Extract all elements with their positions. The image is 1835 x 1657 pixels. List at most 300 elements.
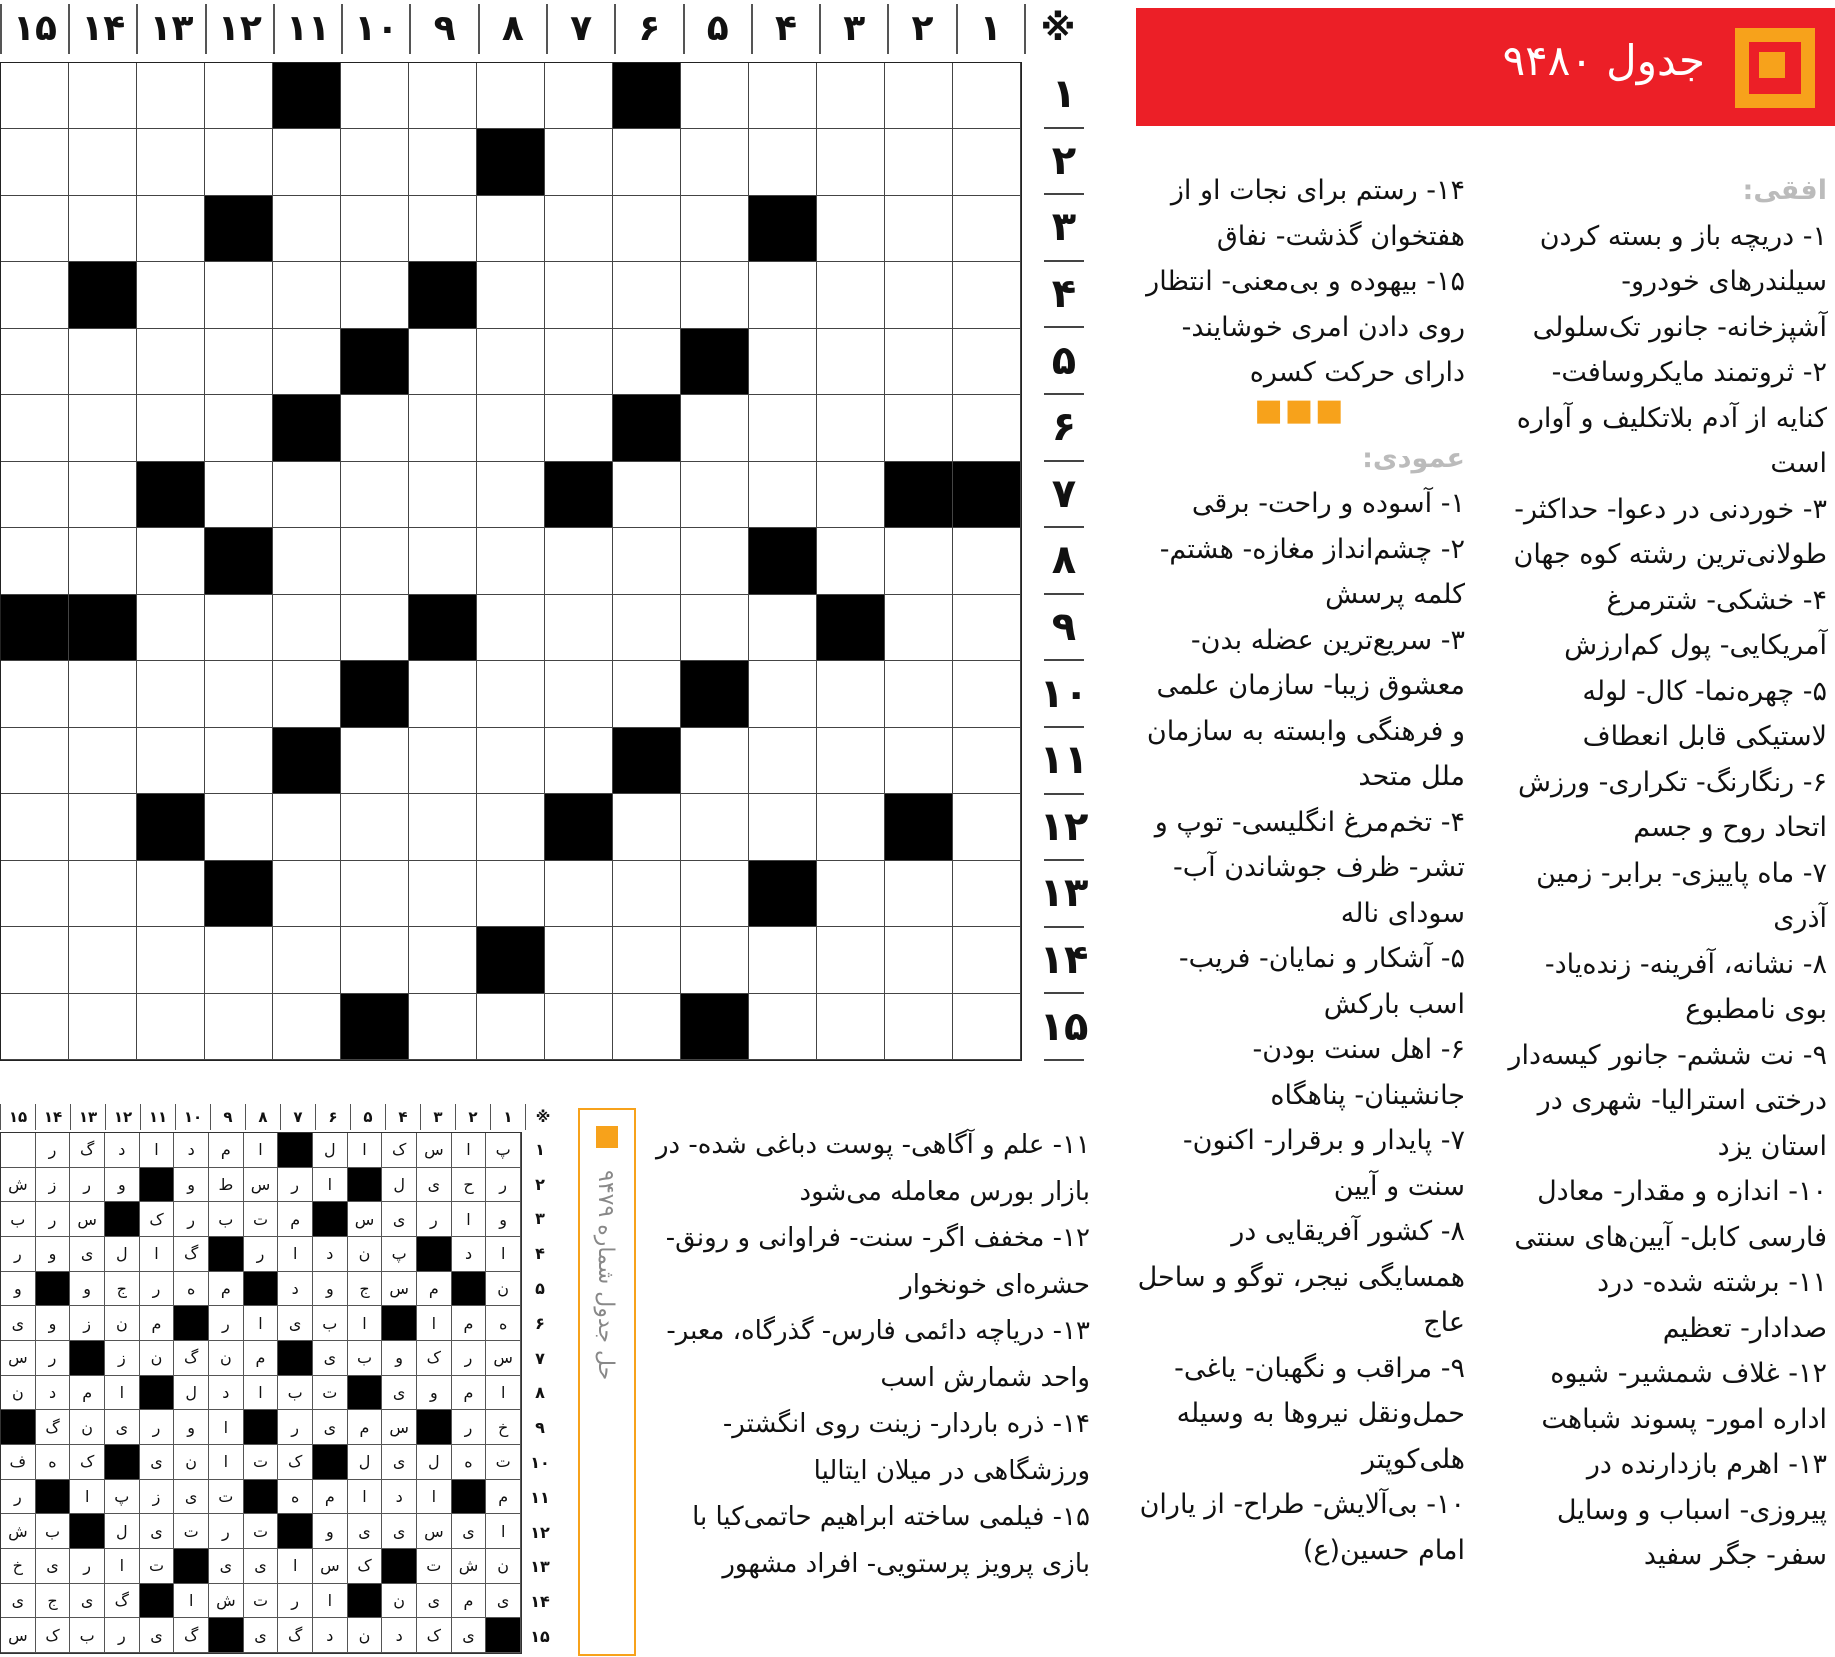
grid-cell[interactable] [749, 728, 817, 794]
grid-cell[interactable] [613, 196, 681, 262]
grid-cell[interactable] [613, 329, 681, 395]
row-number: ۱۰ [1044, 661, 1084, 728]
grid-cell[interactable] [273, 595, 341, 661]
grid-cell[interactable] [341, 262, 409, 328]
solution-cell: و [174, 1168, 209, 1203]
solution-cell: ه [486, 1306, 521, 1341]
vertical-clue: ۱- آسوده و راحت- برقی [1191, 488, 1465, 519]
solution-cell: ب [278, 1376, 313, 1411]
black-cell [273, 63, 341, 129]
grid-cell[interactable] [341, 196, 409, 262]
grid-cell[interactable] [137, 528, 205, 594]
grid-cell[interactable] [613, 861, 681, 927]
grid-cell[interactable] [545, 861, 613, 927]
grid-cell[interactable] [749, 794, 817, 860]
column-number: ۷ [546, 4, 614, 54]
grid-cell[interactable] [885, 994, 953, 1060]
grid-cell[interactable] [681, 794, 749, 860]
grid-cell[interactable] [613, 262, 681, 328]
grid-cell[interactable] [409, 395, 477, 461]
grid-cell[interactable] [1, 794, 69, 860]
solution-cell: ل [105, 1237, 140, 1272]
grid-cell[interactable] [953, 728, 1021, 794]
column-number: ۵ [683, 4, 751, 54]
grid-cell[interactable] [477, 462, 545, 528]
grid-cell[interactable] [681, 861, 749, 927]
grid-cell[interactable] [681, 262, 749, 328]
grid-cell[interactable] [885, 528, 953, 594]
grid-cell[interactable] [681, 395, 749, 461]
solution-cell: ی [105, 1410, 140, 1445]
grid-cell[interactable] [69, 395, 137, 461]
grid-column-numbers [0, 4, 1090, 54]
grid-cell[interactable] [885, 129, 953, 195]
grid-cell[interactable] [817, 661, 885, 727]
solution-cell: ا [105, 1376, 140, 1411]
grid-cell[interactable] [749, 329, 817, 395]
black-cell [137, 794, 205, 860]
grid-cell[interactable] [817, 794, 885, 860]
grid-cell[interactable] [953, 861, 1021, 927]
row-number: ۱ [1044, 62, 1084, 129]
grid-cell[interactable] [409, 661, 477, 727]
grid-cell[interactable] [953, 661, 1021, 727]
grid-cell[interactable] [273, 994, 341, 1060]
solution-black-cell [417, 1237, 452, 1272]
grid-cell[interactable] [749, 994, 817, 1060]
black-cell [749, 861, 817, 927]
grid-cell[interactable] [341, 861, 409, 927]
black-cell [137, 462, 205, 528]
black-cell [1, 595, 69, 661]
black-cell [613, 63, 681, 129]
black-cell [749, 196, 817, 262]
solution-black-cell [452, 1272, 487, 1307]
grid-cell[interactable] [69, 728, 137, 794]
solution-grid [0, 1132, 522, 1654]
solution-cell: و [36, 1237, 71, 1272]
solution-cell: د [105, 1133, 140, 1168]
grid-cell[interactable] [953, 196, 1021, 262]
grid-cell[interactable] [613, 927, 681, 993]
grid-cell[interactable] [953, 63, 1021, 129]
grid-cell[interactable] [137, 129, 205, 195]
solution-row-number: ۱ [535, 1139, 545, 1159]
grid-cell[interactable] [409, 63, 477, 129]
grid-cell[interactable] [69, 794, 137, 860]
grid-cell[interactable] [341, 528, 409, 594]
solution-cell: س [417, 1514, 452, 1549]
grid-cell[interactable] [613, 794, 681, 860]
grid-cell[interactable] [273, 196, 341, 262]
grid-cell[interactable] [885, 861, 953, 927]
grid-cell[interactable] [273, 462, 341, 528]
grid-cell[interactable] [1, 395, 69, 461]
solution-cell: ن [209, 1341, 244, 1376]
grid-cell[interactable] [1, 262, 69, 328]
grid-cell[interactable] [545, 661, 613, 727]
grid-cell[interactable] [409, 129, 477, 195]
grid-cell[interactable] [817, 462, 885, 528]
grid-cell[interactable] [273, 794, 341, 860]
grid-cell[interactable] [409, 196, 477, 262]
vertical-clue: ۷- پایدار و برقرار- اکنون- سنت و آیین [1182, 1125, 1465, 1202]
column-number: ۱۰ [341, 4, 409, 54]
grid-cell[interactable] [341, 794, 409, 860]
grid-cell[interactable] [137, 661, 205, 727]
grid-cell[interactable] [681, 129, 749, 195]
solution-black-cell [1, 1410, 36, 1445]
grid-cell[interactable] [205, 728, 273, 794]
grid-cell[interactable] [69, 927, 137, 993]
solution-row-number: ۷ [535, 1348, 545, 1368]
grid-cell[interactable] [817, 196, 885, 262]
grid-cell[interactable] [545, 927, 613, 993]
solution-cell: ی [278, 1306, 313, 1341]
solution-cell: ا [278, 1549, 313, 1584]
vertical-clue: ۶- اهل سنت بودن- جانشینان- پناهگاه [1252, 1034, 1465, 1111]
grid-cell[interactable] [69, 528, 137, 594]
grid-cell[interactable] [1, 196, 69, 262]
grid-cell[interactable] [477, 196, 545, 262]
solution-cell: ش [452, 1549, 487, 1584]
grid-cell[interactable] [681, 63, 749, 129]
solution-cell: م [209, 1133, 244, 1168]
grid-cell[interactable] [273, 528, 341, 594]
grid-cell[interactable] [69, 994, 137, 1060]
grid-cell[interactable] [341, 63, 409, 129]
solution-cell: ه [452, 1445, 487, 1480]
solution-cell: ا [174, 1584, 209, 1619]
solution-cell: خ [486, 1410, 521, 1445]
solution-cell: ک [70, 1445, 105, 1480]
grid-cell[interactable] [545, 595, 613, 661]
grid-cell[interactable] [137, 728, 205, 794]
grid-cell[interactable] [885, 595, 953, 661]
solution-cell: و [174, 1410, 209, 1445]
clues-column-left [640, 1122, 1090, 1587]
grid-cell[interactable] [409, 994, 477, 1060]
grid-cell[interactable] [137, 395, 205, 461]
grid-cell[interactable] [205, 262, 273, 328]
grid-cell[interactable] [817, 994, 885, 1060]
grid-cell[interactable] [953, 794, 1021, 860]
grid-cell[interactable] [477, 329, 545, 395]
horizontal-clue: ۲- ثروتمند مایکروسافت- کنایه از آدم بلاتکلیف و آواره است [1516, 357, 1827, 479]
grid-cell[interactable] [953, 329, 1021, 395]
black-cell [409, 262, 477, 328]
solution-black-cell [348, 1584, 383, 1619]
grid-cell[interactable] [1, 129, 69, 195]
black-cell [681, 329, 749, 395]
grid-cell[interactable] [613, 595, 681, 661]
grid-cell[interactable] [885, 262, 953, 328]
grid-cell[interactable] [817, 395, 885, 461]
grid-cell[interactable] [817, 528, 885, 594]
grid-cell[interactable] [817, 329, 885, 395]
grid-cell[interactable] [545, 329, 613, 395]
solution-cell: م [278, 1202, 313, 1237]
solution-cell: ک [278, 1445, 313, 1480]
grid-cell[interactable] [953, 927, 1021, 993]
grid-cell[interactable] [545, 528, 613, 594]
grid-cell[interactable] [205, 129, 273, 195]
separator-dots: ■■■ [1254, 392, 1346, 428]
grid-cell[interactable] [1, 462, 69, 528]
grid-cell[interactable] [953, 528, 1021, 594]
grid-cell[interactable] [545, 196, 613, 262]
solution-cell: و [313, 1272, 348, 1307]
grid-cell[interactable] [1, 728, 69, 794]
grid-cell[interactable] [409, 861, 477, 927]
solution-cell: ا [70, 1480, 105, 1515]
grid-cell[interactable] [137, 196, 205, 262]
grid-cell[interactable] [477, 262, 545, 328]
grid-cell[interactable] [1, 329, 69, 395]
solution-cell: و [70, 1272, 105, 1307]
grid-cell[interactable] [69, 661, 137, 727]
solution-cell: ت [417, 1549, 452, 1584]
column-number: ۱۱ [273, 4, 341, 54]
grid-cell[interactable] [341, 462, 409, 528]
grid-cell[interactable] [137, 595, 205, 661]
grid-cell[interactable] [545, 129, 613, 195]
grid-cell[interactable] [477, 661, 545, 727]
solution-cell: ل [105, 1514, 140, 1549]
grid-cell[interactable] [341, 728, 409, 794]
grid-cell[interactable] [273, 661, 341, 727]
solution-cell: د [313, 1237, 348, 1272]
grid-cell[interactable] [613, 661, 681, 727]
solution-black-cell [105, 1202, 140, 1237]
grid-cell[interactable] [613, 994, 681, 1060]
grid-cell[interactable] [885, 196, 953, 262]
grid-cell[interactable] [885, 329, 953, 395]
grid-cell[interactable] [477, 861, 545, 927]
grid-cell[interactable] [69, 196, 137, 262]
grid-cell[interactable] [477, 595, 545, 661]
solution-cell: ش [1, 1514, 36, 1549]
solution-cell: ب [209, 1202, 244, 1237]
grid-cell[interactable] [341, 595, 409, 661]
vertical-clue: ۳- سریع‌ترین عضله بدن- معشوق زیبا- سازمان علمی و فرهنگی وابسته به سازمان ملل متحد [1146, 624, 1465, 792]
solution-black-cell [313, 1445, 348, 1480]
solution-cell [1, 1133, 36, 1168]
grid-cell[interactable] [681, 927, 749, 993]
row-number: ۱۵ [1044, 994, 1084, 1061]
grid-cell[interactable] [885, 927, 953, 993]
grid-cell[interactable] [885, 63, 953, 129]
grid-cell[interactable] [137, 63, 205, 129]
grid-cell[interactable] [885, 661, 953, 727]
column-number: ۲ [887, 4, 955, 54]
grid-cell[interactable] [409, 927, 477, 993]
horizontal-clues-heading: افقی: [1742, 175, 1827, 206]
grid-cell[interactable] [205, 462, 273, 528]
grid-cell[interactable] [69, 329, 137, 395]
grid-cell[interactable] [341, 927, 409, 993]
solution-cell: گ [70, 1133, 105, 1168]
grid-cell[interactable] [273, 861, 341, 927]
solution-cell: ت [140, 1549, 175, 1584]
grid-cell[interactable] [613, 129, 681, 195]
grid-cell[interactable] [409, 794, 477, 860]
grid-cell[interactable] [205, 994, 273, 1060]
grid-cell[interactable] [749, 595, 817, 661]
grid-cell[interactable] [477, 794, 545, 860]
grid-cell[interactable] [613, 462, 681, 528]
grid-cell[interactable] [885, 728, 953, 794]
grid-cell[interactable] [953, 395, 1021, 461]
grid-cell[interactable] [953, 262, 1021, 328]
solution-cell: ش [209, 1584, 244, 1619]
row-number: ۶ [1044, 395, 1084, 462]
grid-cell[interactable] [205, 595, 273, 661]
grid-cell[interactable] [817, 262, 885, 328]
grid-cell[interactable] [341, 395, 409, 461]
grid-cell[interactable] [69, 861, 137, 927]
grid-cell[interactable] [205, 63, 273, 129]
grid-cell[interactable] [885, 395, 953, 461]
grid-cell[interactable] [749, 927, 817, 993]
grid-cell[interactable] [817, 129, 885, 195]
grid-cell[interactable] [205, 329, 273, 395]
solution-cell: ت [174, 1514, 209, 1549]
grid-cell[interactable] [953, 994, 1021, 1060]
grid-cell[interactable] [205, 661, 273, 727]
grid-cell[interactable] [137, 329, 205, 395]
solution-cell: ط [209, 1168, 244, 1203]
grid-cell[interactable] [681, 196, 749, 262]
solution-cell: ک [140, 1202, 175, 1237]
grid-cell[interactable] [749, 262, 817, 328]
solution-row-number: ۱۱ [530, 1487, 550, 1507]
grid-cell[interactable] [545, 63, 613, 129]
grid-cell[interactable] [137, 927, 205, 993]
grid-cell[interactable] [273, 129, 341, 195]
solution-column-number: ۱۳ [70, 1104, 105, 1130]
logo-icon [596, 1126, 618, 1148]
black-cell [205, 196, 273, 262]
solution-cell: م [452, 1584, 487, 1619]
grid-cell[interactable] [1, 63, 69, 129]
solution-cell: ی [382, 1202, 417, 1237]
grid-cell[interactable] [817, 861, 885, 927]
solution-cell: پ [486, 1133, 521, 1168]
solution-cell: ل [348, 1445, 383, 1480]
solution-cell: ر [70, 1549, 105, 1584]
grid-cell[interactable] [1, 994, 69, 1060]
grid-cell[interactable] [477, 395, 545, 461]
grid-cell[interactable] [205, 927, 273, 993]
solution-black-cell [417, 1410, 452, 1445]
solution-cell: ی [140, 1445, 175, 1480]
grid-cell[interactable] [545, 994, 613, 1060]
solution-cell: م [452, 1306, 487, 1341]
grid-cell[interactable] [137, 994, 205, 1060]
grid-cell[interactable] [749, 129, 817, 195]
grid-cell[interactable] [137, 861, 205, 927]
grid-cell[interactable] [409, 462, 477, 528]
column-number: ※ [1024, 4, 1090, 54]
grid-cell[interactable] [817, 927, 885, 993]
grid-cell[interactable] [273, 329, 341, 395]
grid-cell[interactable] [681, 528, 749, 594]
grid-cell[interactable] [205, 794, 273, 860]
grid-cell[interactable] [1, 528, 69, 594]
solution-column-number: ۲ [455, 1104, 490, 1130]
grid-cell[interactable] [681, 595, 749, 661]
solution-cell: ن [348, 1618, 383, 1653]
grid-cell[interactable] [273, 927, 341, 993]
row-number: ۱۳ [1044, 861, 1084, 928]
solution-black-cell [174, 1549, 209, 1584]
grid-cell[interactable] [817, 63, 885, 129]
grid-cell[interactable] [477, 63, 545, 129]
row-number: ۱۴ [1044, 928, 1084, 995]
grid-cell[interactable] [477, 994, 545, 1060]
solution-cell: م [244, 1341, 279, 1376]
solution-cell: ر [140, 1410, 175, 1445]
solution-cell: س [417, 1133, 452, 1168]
grid-cell[interactable] [1, 927, 69, 993]
grid-cell[interactable] [681, 728, 749, 794]
grid-cell[interactable] [69, 129, 137, 195]
grid-cell[interactable] [545, 262, 613, 328]
solution-row-number: ۹ [535, 1418, 545, 1438]
solution-column-number: ۱۵ [0, 1104, 35, 1130]
grid-cell[interactable] [545, 728, 613, 794]
grid-cell[interactable] [681, 462, 749, 528]
grid-cell[interactable] [341, 129, 409, 195]
solution-cell: ج [36, 1584, 71, 1619]
grid-cell[interactable] [1, 661, 69, 727]
grid-cell[interactable] [749, 661, 817, 727]
solution-cell: ه [36, 1445, 71, 1480]
crossword-grid [0, 62, 1022, 1061]
grid-cell[interactable] [477, 728, 545, 794]
solution-cell: م [313, 1480, 348, 1515]
solution-cell: ه [174, 1272, 209, 1307]
grid-cell[interactable] [477, 528, 545, 594]
grid-cell[interactable] [953, 595, 1021, 661]
solution-row-number: ۸ [535, 1383, 545, 1403]
grid-cell[interactable] [273, 262, 341, 328]
grid-cell[interactable] [817, 728, 885, 794]
grid-cell[interactable] [749, 63, 817, 129]
solution-cell: ر [70, 1168, 105, 1203]
grid-cell[interactable] [613, 528, 681, 594]
grid-cell[interactable] [409, 728, 477, 794]
grid-cell[interactable] [205, 395, 273, 461]
solution-cell: ی [382, 1445, 417, 1480]
solution-cell: س [1, 1341, 36, 1376]
grid-cell[interactable] [409, 329, 477, 395]
grid-cell[interactable] [749, 462, 817, 528]
grid-cell[interactable] [69, 462, 137, 528]
solution-cell: ب [348, 1341, 383, 1376]
grid-cell[interactable] [1, 861, 69, 927]
grid-cell[interactable] [545, 395, 613, 461]
solution-cell: ی [70, 1584, 105, 1619]
grid-cell[interactable] [749, 395, 817, 461]
solution-black-cell [140, 1168, 175, 1203]
grid-cell[interactable] [137, 262, 205, 328]
grid-cell[interactable] [953, 129, 1021, 195]
solution-cell: ر [278, 1168, 313, 1203]
grid-cell[interactable] [69, 63, 137, 129]
grid-cell[interactable] [409, 528, 477, 594]
